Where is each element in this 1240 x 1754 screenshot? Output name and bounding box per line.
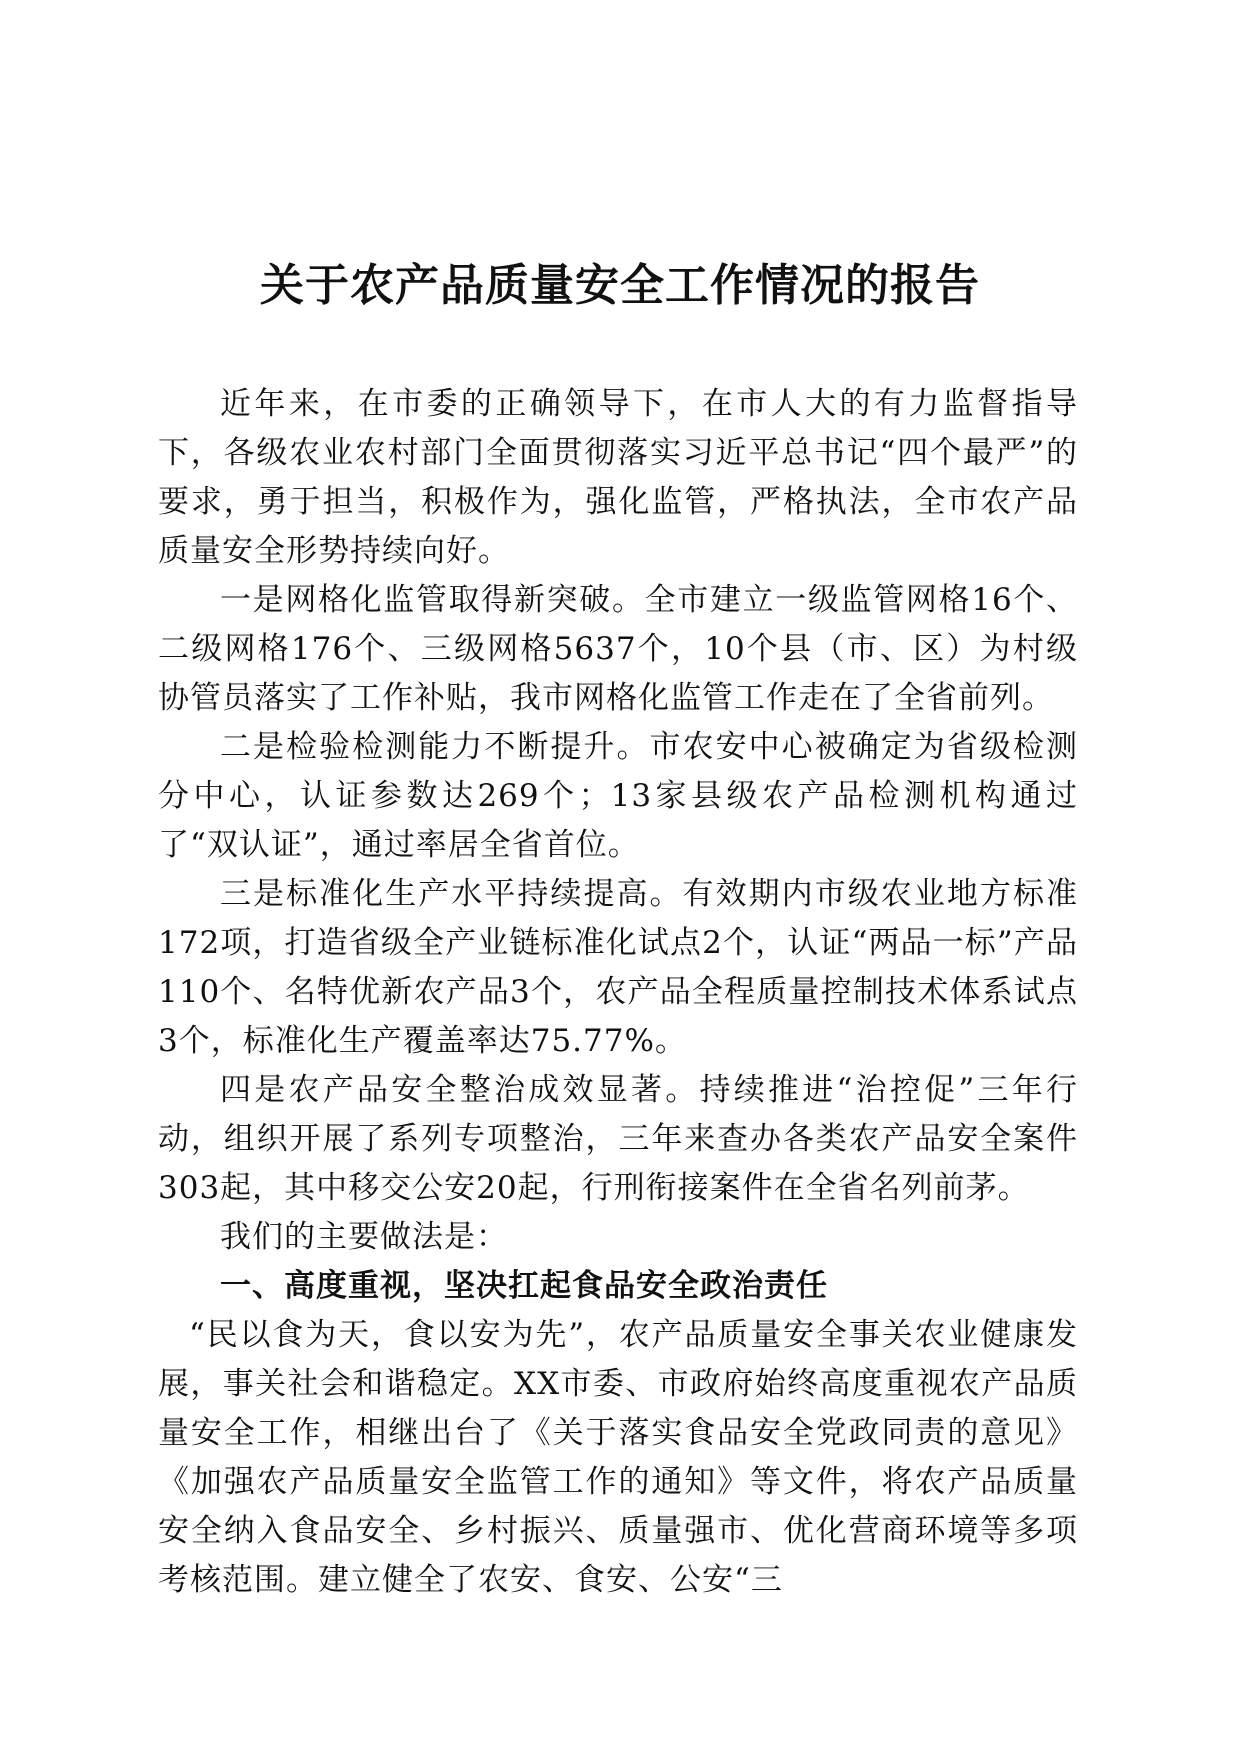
methods-intro-paragraph: 我们的主要做法是： [220, 1219, 508, 1255]
achievement-paragraph-3: 三是标准化生产水平持续提高。有效期内市级农业地方标准172项，打造省级全产业链标准化试点2个，认证“两品一标”产品110个、名特优新农产品3个，农产品全程质量控制技术体系试点3个，标准化生产覆盖率达75.77%。 [158, 876, 1078, 1059]
section-1-paragraph: “民以食为天，食以安为先”，农产品质量安全事关农业健康发展，事关社会和谐稳定。XX市委、市政府始终高度重视农产品质量安全工作，相继出台了《关于落实食品安全党政同责的意见》《加强农产品质量安全监管工作的通知》等文件，将农产品质量安全纳入食品安全、乡村振兴、质量强市、优化营商环境等多项考核范围。建立健全了农安、食安、公安“三 [158, 1317, 1078, 1598]
document-body [158, 380, 1078, 1605]
intro-paragraph: 近年来，在市委的正确领导下，在市人大的有力监督指导下，各级农业农村部门全面贯彻落实习近平总书记“四个最严”的要求，勇于担当，积极作为，强化监管，严格执法，全市农产品质量安全形势持续向好。 [158, 386, 1078, 569]
document-title: 关于农产品质量安全工作情况的报告 [260, 260, 980, 311]
achievement-paragraph-2: 二是检验检测能力不断提升。市农安中心被确定为省级检测分中心，认证参数达269个；13家县级农产品检测机构通过了“双认证”，通过率居全省首位。 [158, 729, 1078, 863]
achievement-paragraph-4: 四是农产品安全整治成效显著。持续推进“治控促”三年行动，组织开展了系列专项整治，三年来查办各类农产品安全案件303起，其中移交公安20起，行刑衔接案件在全省名列前茅。 [158, 1072, 1078, 1206]
section-heading-1: 一、高度重视，坚决扛起食品安全政治责任 [220, 1268, 828, 1304]
achievement-paragraph-1: 一是网格化监管取得新突破。全市建立一级监管网格16个、二级网格176个、三级网格5637个，10个县（市、区）为村级协管员落实了工作补贴，我市网格化监管工作走在了全省前列。 [158, 582, 1078, 716]
